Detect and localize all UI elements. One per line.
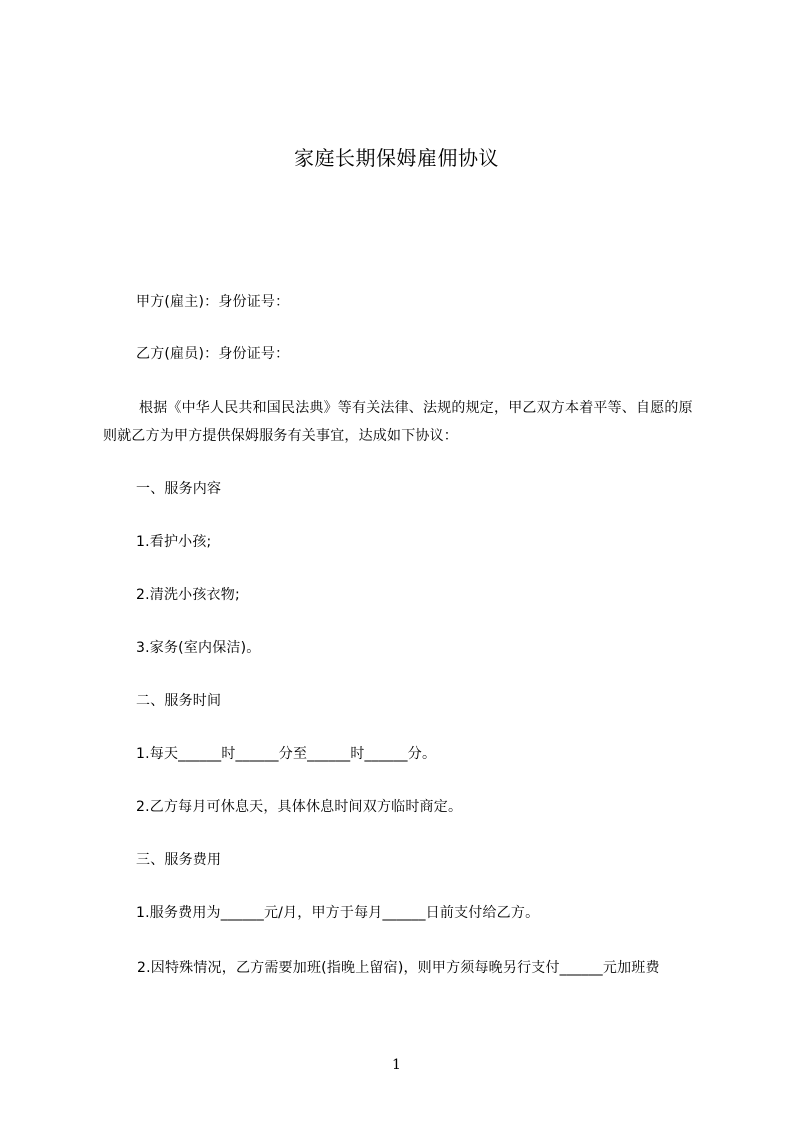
document-title: 家庭长期保姆雇佣协议 [294,146,499,170]
section-heading: 三、服务费用 [136,852,222,868]
party-b-line: 乙方(雇员)：身份证号： [136,346,290,362]
list-item: 2.因特殊情况，乙方需要加班(指晚上留宿)，则甲方须每晚另行支付______元加班费 [137,960,660,976]
list-item: 1.每天______时______分至______时______分。 [136,746,437,762]
page-number: 1 [392,1057,401,1073]
section-heading: 二、服务时间 [136,693,222,709]
list-item: 1.看护小孩; [136,534,212,550]
list-item: 3.家务(室内保洁)。 [136,640,261,656]
list-item: 1.服务费用为______元/月，甲方于每月______日前支付给乙方。 [136,905,540,921]
section-heading: 一、服务内容 [136,481,222,497]
party-a-line: 甲方(雇主)：身份证号： [136,294,290,310]
list-item: 2.清洗小孩衣物; [136,587,240,603]
list-item: 2.乙方每月可休息天，具体休息时间双方临时商定。 [136,799,463,815]
preamble-paragraph: 根据《中华人民共和国民法典》等有关法律、法规的规定，甲乙双方本着平等、自愿的原则就乙方为甲方提供保姆服务有关事宜，达成如下协议： [103,400,693,444]
